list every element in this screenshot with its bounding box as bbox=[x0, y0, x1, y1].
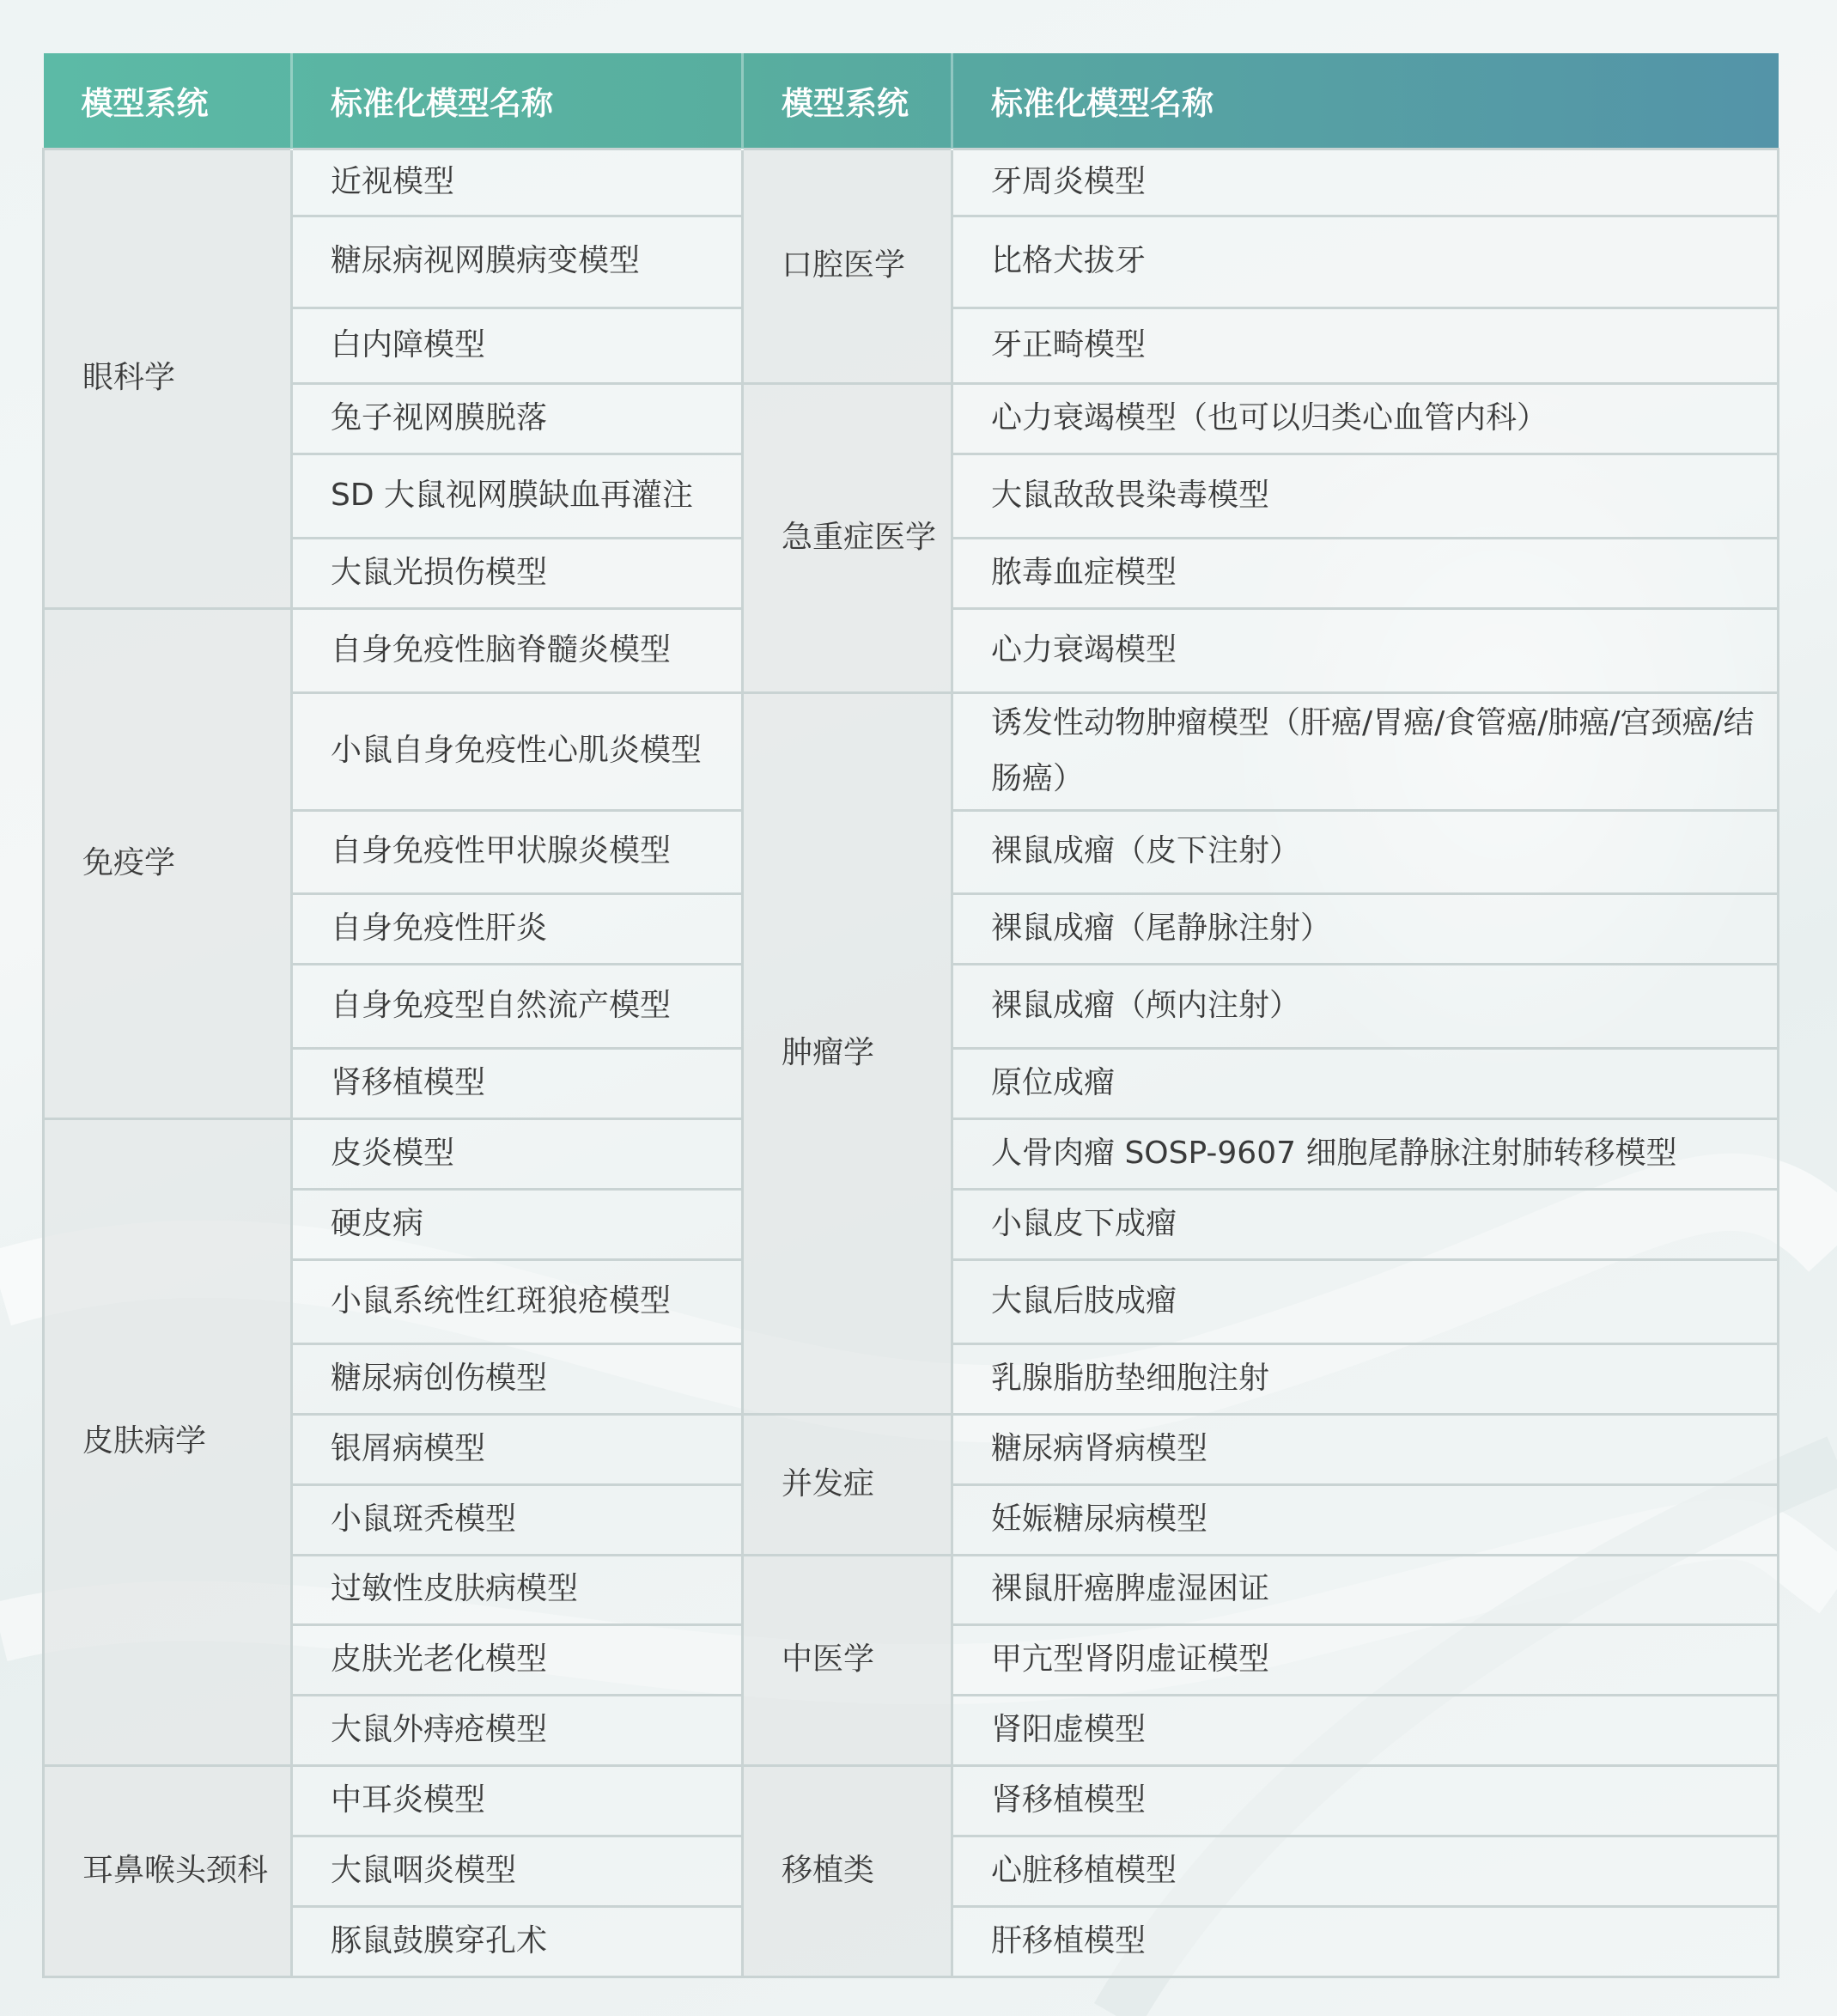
model-item: 心力衰竭模型（也可以归类心血管内科） bbox=[952, 383, 1779, 454]
table-header-row bbox=[44, 53, 1779, 149]
model-item: 甲亢型肾阴虚证模型 bbox=[952, 1624, 1779, 1695]
model-item: 皮炎模型 bbox=[292, 1118, 743, 1189]
category-ent: 耳鼻喉头颈科 bbox=[44, 1765, 292, 1976]
model-item: 比格犬拔牙 bbox=[952, 216, 1779, 308]
model-item: 大鼠咽炎模型 bbox=[292, 1836, 743, 1906]
model-item: 小鼠皮下成瘤 bbox=[952, 1189, 1779, 1259]
model-item: 银屑病模型 bbox=[292, 1414, 743, 1484]
model-item: 心脏移植模型 bbox=[952, 1836, 1779, 1906]
category-tcm: 中医学 bbox=[743, 1555, 952, 1765]
model-item: 兔子视网膜脱落 bbox=[292, 383, 743, 454]
table-row bbox=[44, 1555, 1779, 1624]
model-item: 大鼠后肢成瘤 bbox=[952, 1259, 1779, 1343]
model-item: 心力衰竭模型 bbox=[952, 608, 1779, 692]
table-row bbox=[44, 1414, 1779, 1484]
model-item: 近视模型 bbox=[292, 149, 743, 216]
model-item: 肾移植模型 bbox=[952, 1765, 1779, 1836]
model-table bbox=[42, 53, 1779, 1978]
model-item: 裸鼠成瘤（皮下注射） bbox=[952, 810, 1779, 893]
table-row bbox=[44, 692, 1779, 810]
model-item: 牙正畸模型 bbox=[952, 308, 1779, 383]
model-item: 糖尿病视网膜病变模型 bbox=[292, 216, 743, 308]
model-item: 自身免疫性甲状腺炎模型 bbox=[292, 810, 743, 893]
model-item: 诱发性动物肿瘤模型（肝癌/胃癌/食管癌/肺癌/宫颈癌/结肠癌） bbox=[952, 692, 1779, 810]
category-immune: 免疫学 bbox=[44, 608, 292, 1118]
header-model-system-left: 模型系统 bbox=[44, 53, 292, 149]
model-item: 肝移植模型 bbox=[952, 1906, 1779, 1976]
model-item: 牙周炎模型 bbox=[952, 149, 1779, 216]
model-item: 小鼠系统性红斑狼疮模型 bbox=[292, 1259, 743, 1343]
category-complication: 并发症 bbox=[743, 1414, 952, 1555]
model-item: 自身免疫性脑脊髓炎模型 bbox=[292, 608, 743, 692]
model-item: 乳腺脂肪垫细胞注射 bbox=[952, 1343, 1779, 1414]
model-item: 过敏性皮肤病模型 bbox=[292, 1555, 743, 1624]
model-item: 自身免疫性肝炎 bbox=[292, 893, 743, 964]
model-item: 人骨肉瘤 SOSP-9607 细胞尾静脉注射肺转移模型 bbox=[952, 1118, 1779, 1189]
model-item: 小鼠自身免疫性心肌炎模型 bbox=[292, 692, 743, 810]
model-item: 肾移植模型 bbox=[292, 1048, 743, 1118]
model-item: 大鼠外痔疮模型 bbox=[292, 1695, 743, 1765]
model-item: 裸鼠成瘤（颅内注射） bbox=[952, 964, 1779, 1048]
model-item: 豚鼠鼓膜穿孔术 bbox=[292, 1906, 743, 1976]
model-item: 小鼠斑秃模型 bbox=[292, 1484, 743, 1555]
model-item: 大鼠敌敌畏染毒模型 bbox=[952, 454, 1779, 538]
category-tumor: 肿瘤学 bbox=[743, 692, 952, 1414]
model-item: 裸鼠成瘤（尾静脉注射） bbox=[952, 893, 1779, 964]
model-item: 妊娠糖尿病模型 bbox=[952, 1484, 1779, 1555]
header-model-name-right: 标准化模型名称 bbox=[991, 84, 1214, 122]
model-item: SD 大鼠视网膜缺血再灌注 bbox=[292, 454, 743, 538]
model-item: 皮肤光老化模型 bbox=[292, 1624, 743, 1695]
table-row bbox=[44, 383, 1779, 454]
category-emergency: 急重症医学 bbox=[743, 383, 952, 692]
model-item: 原位成瘤 bbox=[952, 1048, 1779, 1118]
model-item: 裸鼠肝癌脾虚湿困证 bbox=[952, 1555, 1779, 1624]
model-item: 中耳炎模型 bbox=[292, 1765, 743, 1836]
model-item: 糖尿病肾病模型 bbox=[952, 1414, 1779, 1484]
category-eye: 眼科学 bbox=[44, 149, 292, 608]
model-item: 脓毒血症模型 bbox=[952, 538, 1779, 608]
header-model-system-right: 模型系统 bbox=[743, 53, 952, 149]
category-transplant: 移植类 bbox=[743, 1765, 952, 1976]
category-oral: 口腔医学 bbox=[743, 149, 952, 383]
header-model-name-left: 标准化模型名称 bbox=[292, 53, 743, 149]
model-item: 糖尿病创伤模型 bbox=[292, 1343, 743, 1414]
model-item: 自身免疫型自然流产模型 bbox=[292, 964, 743, 1048]
table-row bbox=[44, 1765, 1779, 1836]
model-item: 白内障模型 bbox=[292, 308, 743, 383]
model-item: 硬皮病 bbox=[292, 1189, 743, 1259]
table-row bbox=[44, 149, 1779, 216]
model-item: 大鼠光损伤模型 bbox=[292, 538, 743, 608]
category-skin: 皮肤病学 bbox=[44, 1118, 292, 1765]
model-item: 肾阳虚模型 bbox=[952, 1695, 1779, 1765]
